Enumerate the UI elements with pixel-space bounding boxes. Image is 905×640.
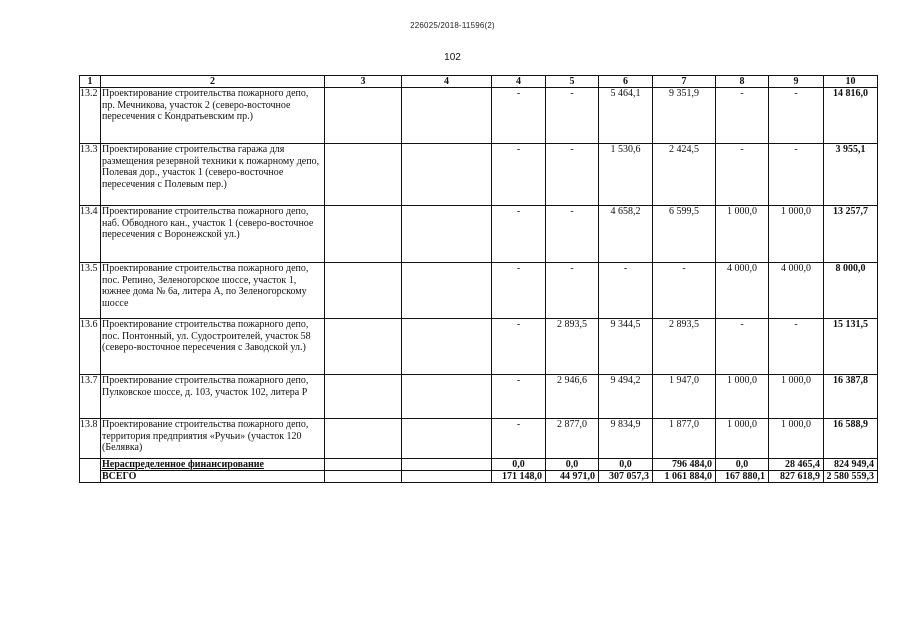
col-header: 1 — [80, 76, 101, 88]
cell-value: 2 580 559,3 — [824, 471, 878, 483]
cell-value: 4 000,0 — [769, 263, 824, 319]
table-row — [80, 419, 878, 459]
cell-value: 827 618,9 — [769, 471, 824, 483]
row-id: 13.8 — [80, 419, 101, 459]
empty-cell — [325, 471, 402, 483]
cell-value: 171 148,0 — [492, 471, 546, 483]
row-id — [80, 459, 101, 471]
table-row — [80, 206, 878, 263]
row-id — [80, 471, 101, 483]
cell-value: - — [492, 206, 546, 263]
cell-value: 0,0 — [492, 459, 546, 471]
cell-value: - — [716, 319, 769, 375]
empty-cell — [325, 206, 402, 263]
row-total: 14 816,0 — [824, 88, 878, 144]
empty-cell — [325, 263, 402, 319]
cell-value: 824 949,4 — [824, 459, 878, 471]
cell-value: 4 000,0 — [716, 263, 769, 319]
empty-cell — [402, 319, 492, 375]
row-id: 13.5 — [80, 263, 101, 319]
cell-value: 9 834,9 — [599, 419, 653, 459]
empty-cell — [325, 144, 402, 206]
cell-value: - — [599, 263, 653, 319]
empty-cell — [402, 144, 492, 206]
empty-cell — [402, 375, 492, 419]
cell-value: - — [653, 263, 716, 319]
project-name: Проектирование строительства пожарного депо, Пулковское шоссе, д. 103, участок 102, литера Р — [101, 375, 325, 419]
total-row — [80, 471, 878, 483]
cell-value: 2 424,5 — [653, 144, 716, 206]
table-row — [80, 263, 878, 319]
project-name: Проектирование строительства пожарного депо, пос. Репино, Зеленогорское шоссе, участок 1, южнее дома № 6а, литера А, по Зеленогорскому шоссе — [101, 263, 325, 319]
row-total: 15 131,5 — [824, 319, 878, 375]
unallocated-row — [80, 459, 878, 471]
empty-cell — [402, 206, 492, 263]
cell-value: 1 877,0 — [653, 419, 716, 459]
page-number: 102 — [444, 52, 461, 63]
cell-value: - — [716, 88, 769, 144]
project-name: Проектирование строительства пожарного депо, наб. Обводного кан., участок 1 (северо-восточное пересечения с Воронежской ул.) — [101, 206, 325, 263]
cell-value: 796 484,0 — [653, 459, 716, 471]
empty-cell — [402, 263, 492, 319]
col-header: 9 — [769, 76, 824, 88]
cell-value: - — [716, 144, 769, 206]
cell-value: 6 599,5 — [653, 206, 716, 263]
row-id: 13.6 — [80, 319, 101, 375]
cell-value: 4 658,2 — [599, 206, 653, 263]
empty-cell — [325, 319, 402, 375]
cell-value: 9 351,9 — [653, 88, 716, 144]
cell-value: - — [769, 319, 824, 375]
cell-value: - — [492, 375, 546, 419]
project-name: Проектирование строительства пожарного депо, территория предприятия «Ручьи» (участок 120 (Белявка) — [101, 419, 325, 459]
cell-value: 1 000,0 — [769, 375, 824, 419]
financing-table — [79, 75, 878, 483]
row-total: 13 257,7 — [824, 206, 878, 263]
table-row — [80, 319, 878, 375]
project-name: Проектирование строительства пожарного депо, пр. Мечникова, участок 2 (северо-восточное пересечения с Кондратьевским пр.) — [101, 88, 325, 144]
cell-value: - — [769, 144, 824, 206]
document-id: 226025/2018-11596(2) — [410, 21, 495, 30]
cell-value: 307 057,3 — [599, 471, 653, 483]
col-header: 4 — [402, 76, 492, 88]
empty-cell — [402, 459, 492, 471]
cell-value: 1 000,0 — [716, 419, 769, 459]
cell-value: 1 000,0 — [769, 206, 824, 263]
col-header: 2 — [101, 76, 325, 88]
cell-value: 28 465,4 — [769, 459, 824, 471]
cell-value: - — [492, 419, 546, 459]
cell-value: 1 000,0 — [769, 419, 824, 459]
cell-value: 2 946,6 — [546, 375, 599, 419]
cell-value: 167 880,1 — [716, 471, 769, 483]
empty-cell — [402, 419, 492, 459]
row-label: Нераспределенное финансирование — [101, 459, 325, 471]
cell-value: 2 893,5 — [546, 319, 599, 375]
cell-value: 1 947,0 — [653, 375, 716, 419]
row-total: 8 000,0 — [824, 263, 878, 319]
cell-value: - — [546, 144, 599, 206]
column-number-row — [80, 76, 878, 88]
cell-value: 1 530,6 — [599, 144, 653, 206]
cell-value: - — [546, 263, 599, 319]
cell-value: - — [546, 88, 599, 144]
empty-cell — [325, 88, 402, 144]
empty-cell — [325, 375, 402, 419]
col-header: 3 — [325, 76, 402, 88]
project-name: Проектирование строительства пожарного депо, пос. Понтонный, ул. Судостроителей, участок 58 (северо-восточное пересечения с Заводской ул.) — [101, 319, 325, 375]
cell-value: 9 344,5 — [599, 319, 653, 375]
cell-value: - — [492, 263, 546, 319]
col-header: 5 — [546, 76, 599, 88]
empty-cell — [402, 471, 492, 483]
row-total: 3 955,1 — [824, 144, 878, 206]
cell-value: 9 494,2 — [599, 375, 653, 419]
row-id: 13.3 — [80, 144, 101, 206]
col-header: 6 — [599, 76, 653, 88]
cell-value: 44 971,0 — [546, 471, 599, 483]
cell-value: - — [546, 206, 599, 263]
row-id: 13.4 — [80, 206, 101, 263]
row-total: 16 588,9 — [824, 419, 878, 459]
empty-cell — [325, 459, 402, 471]
cell-value: - — [769, 88, 824, 144]
col-header: 7 — [653, 76, 716, 88]
table-row — [80, 88, 878, 144]
cell-value: - — [492, 144, 546, 206]
cell-value: 5 464,1 — [599, 88, 653, 144]
row-id: 13.7 — [80, 375, 101, 419]
table-row — [80, 144, 878, 206]
cell-value: 2 893,5 — [653, 319, 716, 375]
empty-cell — [402, 88, 492, 144]
cell-value: 1 000,0 — [716, 375, 769, 419]
row-total: 16 387,8 — [824, 375, 878, 419]
cell-value: 0,0 — [716, 459, 769, 471]
cell-value: 0,0 — [546, 459, 599, 471]
cell-value: - — [492, 319, 546, 375]
empty-cell — [325, 419, 402, 459]
row-label: ВСЕГО — [101, 471, 325, 483]
cell-value: - — [492, 88, 546, 144]
col-header: 4 — [492, 76, 546, 88]
cell-value: 2 877,0 — [546, 419, 599, 459]
cell-value: 1 000,0 — [716, 206, 769, 263]
cell-value: 0,0 — [599, 459, 653, 471]
project-name: Проектирование строительства гаража для размещения резервной техники к пожарному депо, Полевая дор., участок 1 (северо-восточное пересечения с Полевым пер.) — [101, 144, 325, 206]
cell-value: 1 061 884,0 — [653, 471, 716, 483]
row-id: 13.2 — [80, 88, 101, 144]
col-header: 10 — [824, 76, 878, 88]
col-header: 8 — [716, 76, 769, 88]
table-row — [80, 375, 878, 419]
